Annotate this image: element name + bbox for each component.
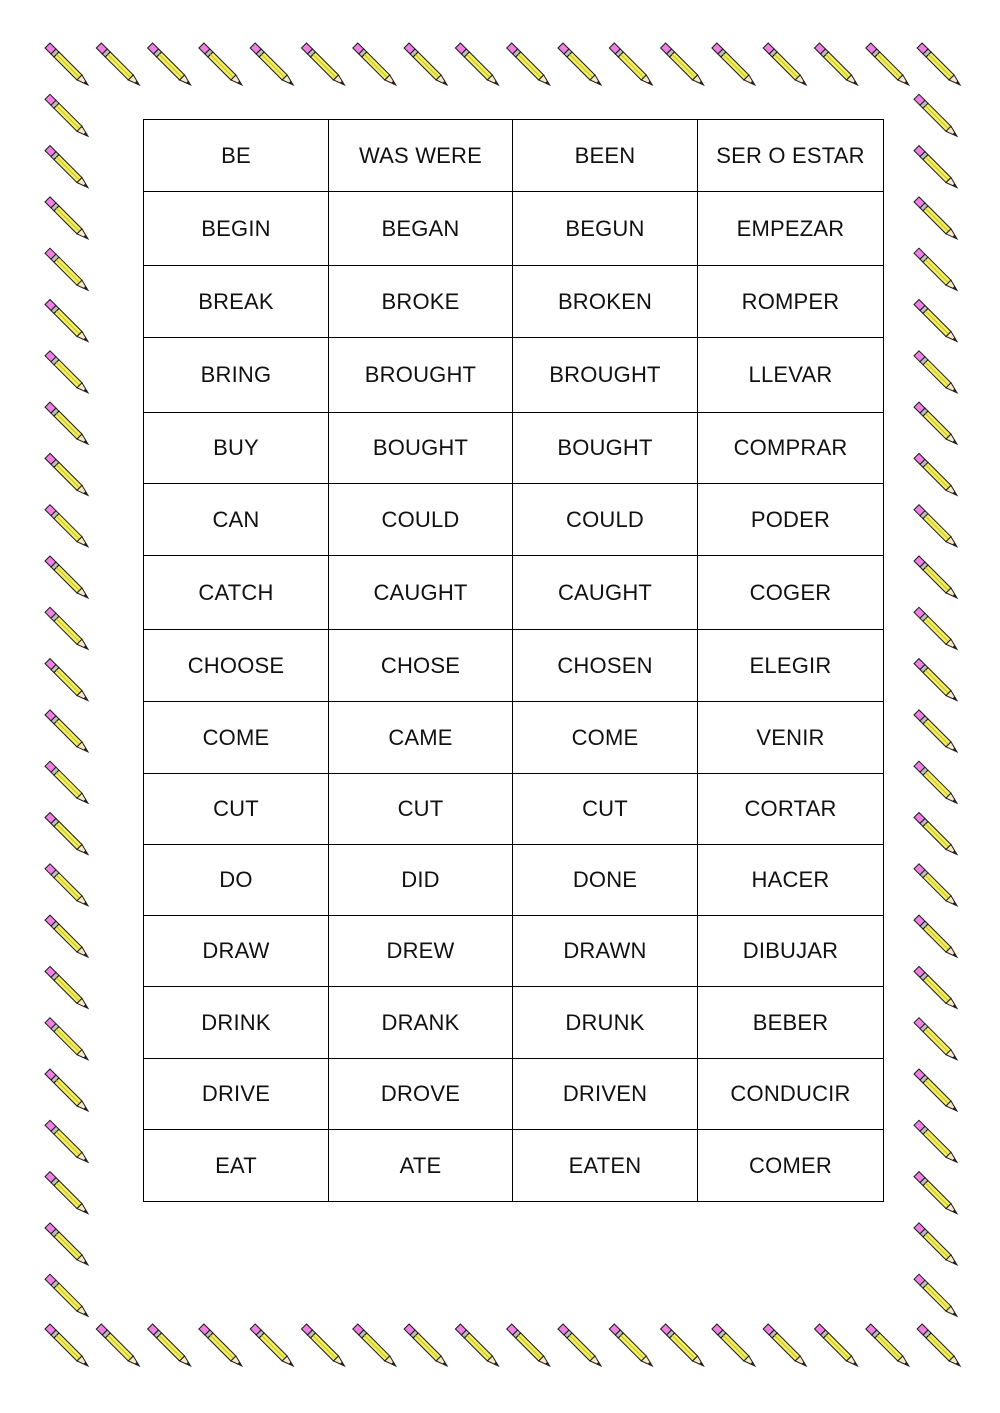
- cell-base-form: CHOOSE: [144, 630, 329, 702]
- pencil-icon: [45, 556, 88, 598]
- pencil-icon: [96, 1324, 139, 1366]
- cell-spanish-translation: EMPEZAR: [698, 192, 884, 266]
- pencil-icon: [45, 813, 88, 855]
- cell-past-simple: ATE: [329, 1130, 513, 1202]
- pencil-icon: [914, 505, 957, 547]
- pencil-icon: [250, 43, 293, 85]
- cell-past-simple: BEGAN: [329, 192, 513, 266]
- pencil-icon: [914, 710, 957, 752]
- pencil-icon: [353, 43, 396, 85]
- cell-spanish-translation: SER O ESTAR: [698, 120, 884, 192]
- pencil-icon: [45, 94, 88, 136]
- cell-spanish-translation: HACER: [698, 845, 884, 916]
- table-row: [144, 845, 884, 916]
- pencil-icon: [914, 146, 957, 188]
- pencil-icon: [914, 659, 957, 701]
- table-row: [144, 556, 884, 630]
- pencil-icon: [866, 43, 909, 85]
- pencil-icon: [45, 197, 88, 239]
- table-row: [144, 630, 884, 702]
- pencil-icon: [455, 1324, 498, 1366]
- cell-past-participle: COME: [513, 702, 698, 774]
- cell-past-participle: CHOSEN: [513, 630, 698, 702]
- pencil-icon: [45, 864, 88, 906]
- pencil-icon: [45, 1223, 88, 1265]
- pencil-icon: [712, 1324, 755, 1366]
- table-row: [144, 120, 884, 192]
- pencil-icon: [45, 1172, 88, 1214]
- pencil-icon: [507, 43, 550, 85]
- pencil-icon: [45, 607, 88, 649]
- pencil-icon: [45, 659, 88, 701]
- pencil-icon: [45, 710, 88, 752]
- cell-past-participle: DRIVEN: [513, 1059, 698, 1130]
- table-row: [144, 1059, 884, 1130]
- pencil-icon: [914, 1120, 957, 1162]
- pencil-icon: [914, 607, 957, 649]
- pencil-icon: [45, 248, 88, 290]
- cell-past-participle: COULD: [513, 484, 698, 556]
- pencil-icon: [914, 556, 957, 598]
- pencil-icon: [45, 1018, 88, 1060]
- cell-base-form: DRINK: [144, 987, 329, 1059]
- cell-past-participle: DRUNK: [513, 987, 698, 1059]
- pencil-icon: [763, 1324, 806, 1366]
- cell-spanish-translation: LLEVAR: [698, 338, 884, 413]
- pencil-icon: [914, 761, 957, 803]
- cell-past-simple: DRANK: [329, 987, 513, 1059]
- pencil-icon: [45, 761, 88, 803]
- pencil-icon: [917, 43, 960, 85]
- pencil-icon: [712, 43, 755, 85]
- pencil-icon: [661, 43, 704, 85]
- pencil-icon: [507, 1324, 550, 1366]
- cell-base-form: DO: [144, 845, 329, 916]
- pencil-icon: [914, 1172, 957, 1214]
- cell-base-form: BUY: [144, 413, 329, 484]
- pencil-icon: [45, 1324, 88, 1366]
- pencil-icon: [45, 402, 88, 444]
- pencil-icon: [914, 453, 957, 495]
- pencil-icon: [45, 505, 88, 547]
- cell-spanish-translation: PODER: [698, 484, 884, 556]
- pencil-icon: [250, 1324, 293, 1366]
- pencil-icon: [763, 43, 806, 85]
- cell-past-participle: EATEN: [513, 1130, 698, 1202]
- pencil-icon: [199, 1324, 242, 1366]
- pencil-icon: [815, 1324, 858, 1366]
- cell-spanish-translation: ELEGIR: [698, 630, 884, 702]
- cell-past-participle: BOUGHT: [513, 413, 698, 484]
- cell-past-participle: DRAWN: [513, 916, 698, 987]
- cell-base-form: COME: [144, 702, 329, 774]
- pencil-icon: [353, 1324, 396, 1366]
- pencil-icon: [45, 1069, 88, 1111]
- table-row: [144, 916, 884, 987]
- pencil-icon: [815, 43, 858, 85]
- pencil-icon: [404, 1324, 447, 1366]
- pencil-icon: [45, 146, 88, 188]
- pencil-icon: [199, 43, 242, 85]
- cell-past-simple: DID: [329, 845, 513, 916]
- cell-past-simple: CAME: [329, 702, 513, 774]
- table-row: [144, 987, 884, 1059]
- table-row: [144, 1130, 884, 1202]
- cell-past-simple: COULD: [329, 484, 513, 556]
- pencil-icon: [914, 864, 957, 906]
- pencil-icon: [914, 248, 957, 290]
- pencil-icon: [45, 43, 88, 85]
- table-row: [144, 484, 884, 556]
- pencil-icon: [455, 43, 498, 85]
- pencil-icon: [914, 300, 957, 342]
- cell-past-participle: BEGUN: [513, 192, 698, 266]
- cell-spanish-translation: CONDUCIR: [698, 1059, 884, 1130]
- cell-base-form: BRING: [144, 338, 329, 413]
- pencil-icon: [914, 1223, 957, 1265]
- cell-base-form: BREAK: [144, 266, 329, 338]
- cell-base-form: EAT: [144, 1130, 329, 1202]
- pencil-icon: [609, 43, 652, 85]
- cell-base-form: CAN: [144, 484, 329, 556]
- pencil-icon: [914, 197, 957, 239]
- cell-base-form: BEGIN: [144, 192, 329, 266]
- cell-past-participle: CUT: [513, 774, 698, 845]
- pencil-icon: [45, 300, 88, 342]
- cell-past-simple: WAS WERE: [329, 120, 513, 192]
- cell-base-form: BE: [144, 120, 329, 192]
- pencil-icon: [914, 915, 957, 957]
- cell-past-simple: BROKE: [329, 266, 513, 338]
- irregular-verbs-table: [143, 119, 884, 1202]
- cell-past-participle: BROUGHT: [513, 338, 698, 413]
- pencil-icon: [302, 1324, 345, 1366]
- table-row: [144, 192, 884, 266]
- cell-past-simple: BROUGHT: [329, 338, 513, 413]
- cell-past-participle: BEEN: [513, 120, 698, 192]
- pencil-icon: [866, 1324, 909, 1366]
- pencil-icon: [45, 1120, 88, 1162]
- pencil-icon: [45, 966, 88, 1008]
- cell-spanish-translation: COMER: [698, 1130, 884, 1202]
- table-row: [144, 774, 884, 845]
- pencil-icon: [609, 1324, 652, 1366]
- table-row: [144, 413, 884, 484]
- cell-past-simple: DREW: [329, 916, 513, 987]
- cell-past-simple: CAUGHT: [329, 556, 513, 630]
- cell-base-form: DRIVE: [144, 1059, 329, 1130]
- pencil-icon: [45, 453, 88, 495]
- pencil-icon: [914, 94, 957, 136]
- pencil-icon: [558, 1324, 601, 1366]
- table-row: [144, 266, 884, 338]
- cell-spanish-translation: VENIR: [698, 702, 884, 774]
- table-row: [144, 702, 884, 774]
- cell-base-form: CATCH: [144, 556, 329, 630]
- pencil-icon: [914, 402, 957, 444]
- cell-past-participle: CAUGHT: [513, 556, 698, 630]
- pencil-icon: [914, 1018, 957, 1060]
- pencil-icon: [404, 43, 447, 85]
- pencil-icon: [914, 1274, 957, 1316]
- cell-spanish-translation: BEBER: [698, 987, 884, 1059]
- cell-past-participle: DONE: [513, 845, 698, 916]
- table-row: [144, 338, 884, 413]
- cell-spanish-translation: COGER: [698, 556, 884, 630]
- cell-past-participle: BROKEN: [513, 266, 698, 338]
- cell-spanish-translation: ROMPER: [698, 266, 884, 338]
- pencil-icon: [661, 1324, 704, 1366]
- pencil-icon: [96, 43, 139, 85]
- pencil-icon: [914, 813, 957, 855]
- pencil-icon: [45, 915, 88, 957]
- cell-spanish-translation: CORTAR: [698, 774, 884, 845]
- cell-past-simple: CHOSE: [329, 630, 513, 702]
- pencil-icon: [914, 351, 957, 393]
- cell-past-simple: CUT: [329, 774, 513, 845]
- cell-spanish-translation: COMPRAR: [698, 413, 884, 484]
- cell-spanish-translation: DIBUJAR: [698, 916, 884, 987]
- cell-base-form: CUT: [144, 774, 329, 845]
- pencil-icon: [558, 43, 601, 85]
- pencil-icon: [917, 1324, 960, 1366]
- pencil-icon: [45, 1274, 88, 1316]
- pencil-icon: [148, 1324, 191, 1366]
- pencil-icon: [914, 966, 957, 1008]
- cell-past-simple: BOUGHT: [329, 413, 513, 484]
- pencil-icon: [45, 351, 88, 393]
- pencil-icon: [302, 43, 345, 85]
- pencil-icon: [148, 43, 191, 85]
- pencil-icon: [914, 1069, 957, 1111]
- cell-past-simple: DROVE: [329, 1059, 513, 1130]
- cell-base-form: DRAW: [144, 916, 329, 987]
